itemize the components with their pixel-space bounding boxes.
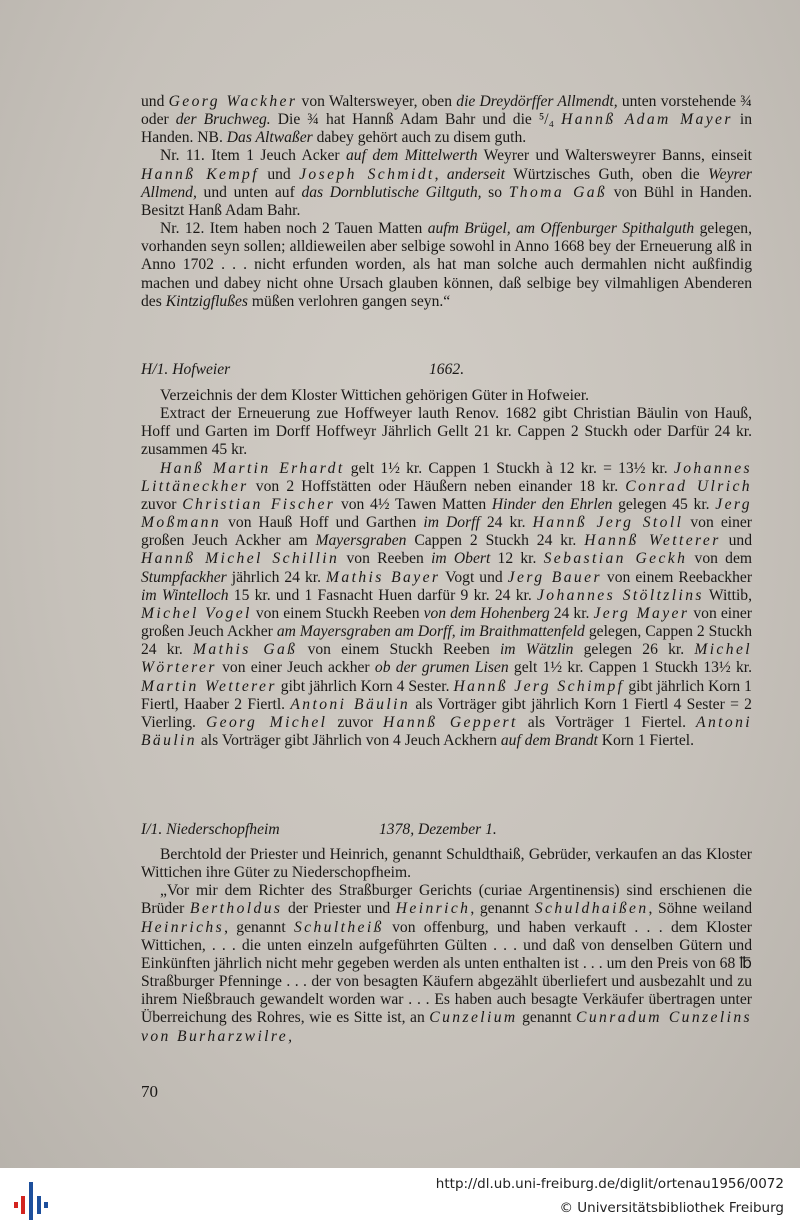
footer-bar: [0, 1168, 800, 1226]
paragraph: und Georg Wackher von Waltersweyer, oben die Dreydörffer Allmendt, unten vorstehende ¾ oder der Bruchweg. Die ¾ hat Hannß Adam Bahr und die ⁵/₄ Hannß Adam Mayer in Handen. NB. Das Altwaßer dabey gehört auch zu disem guth.: [141, 93, 752, 147]
paragraph-nr11: Nr. 11. Item 1 Jeuch Acker auf dem Mittelwerth Weyrer und Waltersweyrer Banns, einseit Hannß Kempf und Joseph Schmidt, anderseit Würtzisches Guth, oben die Weyrer Allmend, und unten auf das Dornblutische Giltguth, so Thoma Gaß von Bühl in Handen. Besitzt Hanß Adam Bahr.: [141, 147, 753, 219]
paragraph: Extract der Erneuerung zue Hoffweyer lauth Renov. 1682 gibt Christian Bäulin von Hauß, Hoff und Garten im Dorff Hoffweyr Jährlich Gellt 21 kr. Cappen 2 Stuckh oder Darfür 24 kr. zusammen 45 kr.: [141, 405, 752, 459]
paragraph-register: Hanß Martin Erhardt gelt 1½ kr. Cappen 1 Stuckh à 12 kr. = 13½ kr. Johannes Littäneckher von 2 Hoffstätten oder Häußern neben einander 18 kr. Conrad Ulrich zuvor Christian Fischer von 4½ Tawen Matten Hinder den Ehrlen gelegen 45 kr. Jerg Moßmann von Hauß Hoff und Garthen im Dorff 24 kr. Hannß Jerg Stoll von einer großen Jeuch Ackher am Mayersgraben Cappen 2 Stuckh 24 kr. Hannß Wetterer und Hannß Michel Schillin von Reeben im Obert 12 kr. Sebastian Geckh von dem Stumpfackher jährlich 24 kr. Mathis Bayer Vogt und Jerg Bauer von einem Reebackher im Wintelloch 15 kr. und 1 Fasnacht Huen darfür 9 kr. 24 kr. Johannes Stöltzlins Wittib, Michel Vogel von einem Stuckh Reeben von dem Hohenberg 24 kr. Jerg Mayer von einer großen Jeuch Ackher am Mayersgraben am Dorff, im Braithmattenfeld gelegen, Cappen 2 Stuckh 24 kr. Mathis Gaß von einem Stuckh Reeben im Wätzlin gelegen 26 kr. Michel Wörterer von einer Jeuch ackher ob der grumen Lisen gelt 1½ kr. Cappen 1 Stuckh 13½ kr. Martin Wetterer gibt jährlich Korn 4 Sester. Hannß Jerg Schimpf gibt jährlich Korn 1 Fiertl, Haaber 2 Fiertl. Antoni Bäulin als Vorträger gibt jährlich Korn 1 Fiertl 4 Sester = 2 Vierling. Georg Michel zuvor Hannß Geppert als Vorträger 1 Fiertel. Antoni Bäulin als Vorträger gibt Jährlich von 4 Jeuch Ackhern auf dem Brandt Korn 1 Fiertel.: [141, 459, 753, 749]
source-url-link[interactable]: http://dl.ub.uni-freiburg.de/diglit/ortenau1956/0072: [435, 1176, 784, 1192]
section-nr10-continuation: [141, 93, 752, 311]
paragraph: Verzeichnis der dem Kloster Wittichen gehörigen Güter in Hofweier.: [160, 387, 590, 404]
copyright-text: © Universitätsbibliothek Freiburg: [559, 1200, 784, 1216]
heading-date: 1662.: [429, 361, 465, 378]
page-number: 70: [141, 1082, 158, 1101]
paragraph-nr12: Nr. 12. Item haben noch 2 Tauen Matten aufm Brügel, am Offenburger Spithalguth gelegen, vorhanden seyn sollen; alldieweilen aber selbige sowohl in Anno 1668 bey der Erneuerung alß in Anno 1702 . . . nicht erfunden worden, als hat man solche auch dermahlen nicht außfindig machen und dabey nicht ohne Ursach glauben können, daß selbige bey vilmahligen Abenderen des Kintzigflußes müßen verlohren gangen seyn.“: [141, 220, 752, 310]
library-logo-icon: [12, 1176, 52, 1218]
section-heading-hofweier: [141, 361, 465, 379]
heading-label: I/1. Niederschopfheim: [141, 821, 280, 838]
heading-date: 1378, Dezember 1.: [379, 821, 497, 838]
section-heading-niederschopfheim: [141, 821, 497, 839]
paragraph: Berchtold der Priester und Heinrich, genannt Schuldthaiß, Gebrüder, verkaufen an das Kloster Wittichen ihre Güter zu Niederschopfheim.: [141, 846, 752, 882]
heading-label: H/1. Hofweier: [141, 361, 231, 378]
section-hofweier: [141, 387, 752, 750]
paragraph-charter: „Vor mir dem Richter des Straßburger Gerichts (curiae Argentinensis) sind erschienen die Brüder Bertholdus der Priester und Heinrich, genannt Schuldhaißen, Söhne weiland Heinrichs, genannt Schultheiß von offenburg, und haben verkauft . . . dem Kloster Wittichen, . . . die unten einzeln aufgeführten Gülten . . . und daß von denselben Gütern und Einkünften jährlich nicht mehr gegeben werden als unten enthalten ist . . . um den Preis von 68 ℔ Straßburger Pfenninge . . . der von besagten Käufern abgezählt überliefert und ausbezahlt und zu ihrem Nießbrauch gewandelt worden war . . . Es haben auch besagte Verkäufer übertragen unter Überreichung des Rohres, wie es Sitte ist, an Cunzelium genannt Cunradum Cunzelins von Burharzwilre,: [141, 882, 753, 1045]
section-niederschopfheim: [141, 846, 752, 1046]
